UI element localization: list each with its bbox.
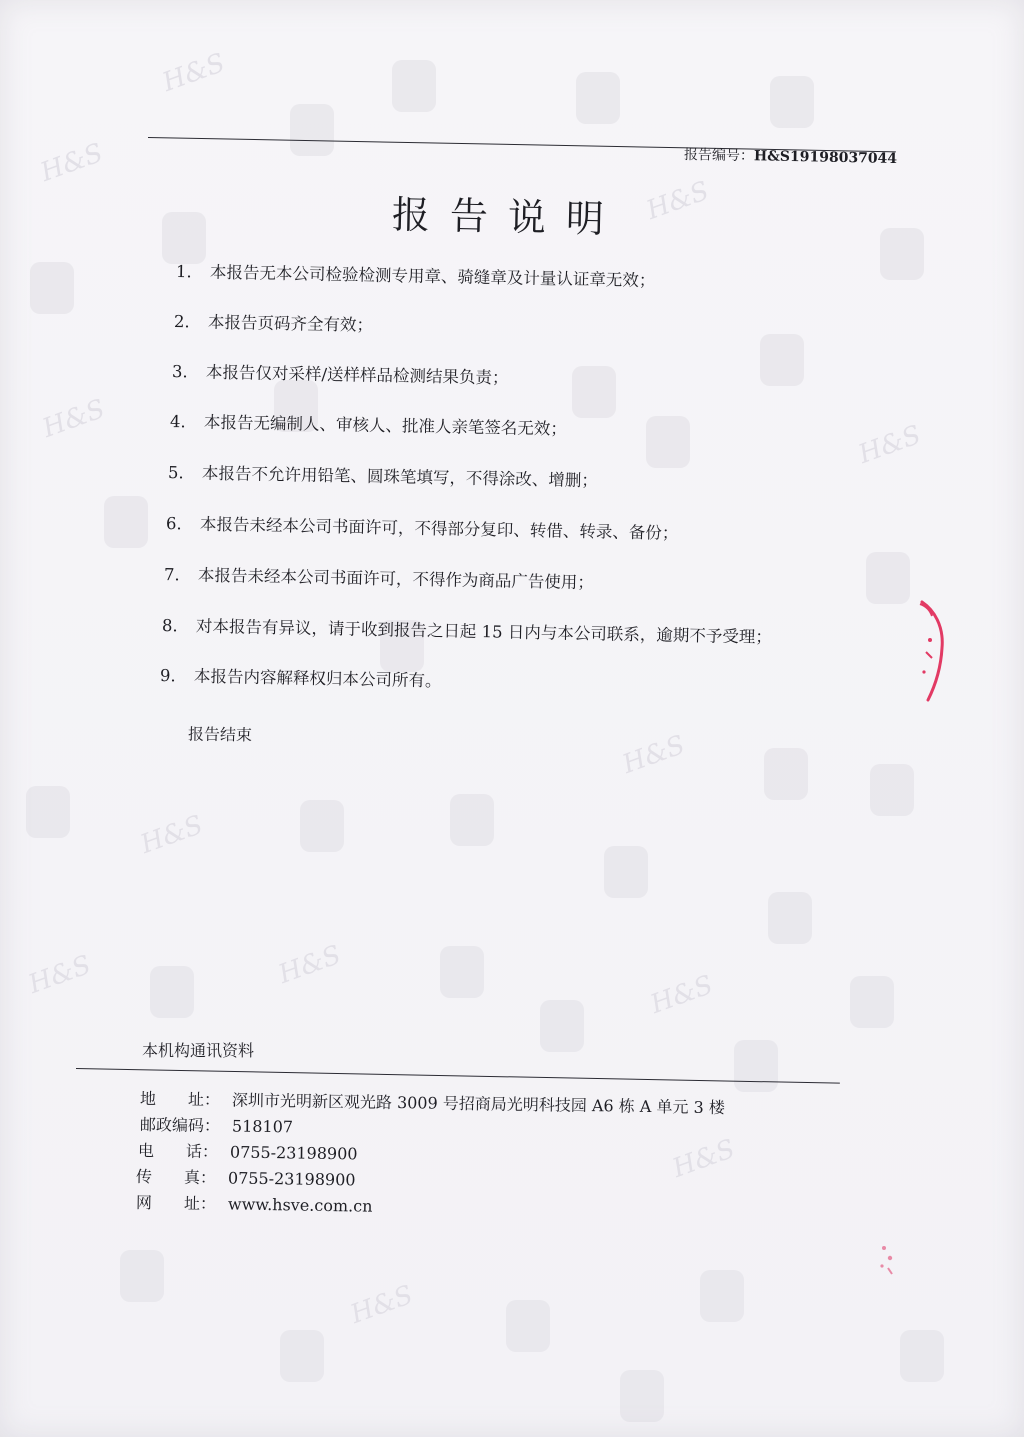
list-item-number: 8. [161, 616, 178, 636]
watermark-logo: H&S [24, 950, 95, 1000]
contact-label: 地 址： [139, 1089, 221, 1110]
list-item [176, 258, 656, 291]
watermark-logo: H&S [646, 970, 717, 1020]
contact-label: 传 真： [135, 1167, 217, 1188]
list-item-number: 2. [173, 312, 190, 332]
watermark-logo: H&S [642, 176, 713, 226]
watermark-logo: H&S [38, 394, 109, 444]
watermark-logo: H&S [346, 1280, 417, 1330]
stamp-fragment [872, 1238, 902, 1278]
watermark-logo: H&S [36, 138, 107, 188]
contact-phone-row [138, 1138, 358, 1164]
list-item-number: 9. [159, 666, 176, 686]
contact-value: 0755-23198900 [229, 1142, 358, 1164]
list-item-text: 本报告页码齐全有效； [207, 312, 374, 335]
list-item [172, 358, 509, 388]
watermark-logo: H&S [158, 48, 229, 98]
list-item [174, 308, 373, 336]
list-item-text: 本报告未经本公司书面许可，不得作为商品广告使用； [197, 565, 595, 593]
list-item-text: 本报告未经本公司书面许可，不得部分复印、转借、转录、备份； [199, 514, 679, 543]
contact-postcode-row [140, 1112, 293, 1137]
list-item-text: 本报告内容解释权归本公司所有。 [193, 666, 442, 691]
page-title: 报告说明 [391, 192, 625, 242]
report-number-label: 报告编号： [683, 146, 755, 165]
list-item [170, 408, 567, 440]
list-item-text: 本报告仅对采样/送样样品检测结果负责； [205, 362, 509, 388]
list-item-text: 本报告无本公司检验检测专用章、骑缝章及计量认证章无效； [209, 262, 656, 291]
list-item-number: 3. [171, 362, 188, 382]
watermark-logo: H&S [618, 730, 689, 780]
list-item [164, 561, 594, 593]
list-item-text: 本报告无编制人、审核人、批准人亲笔签名无效； [203, 412, 568, 439]
list-item [168, 459, 598, 491]
list-item-number: 7. [163, 565, 180, 585]
contact-heading: 本机构通讯资料 [142, 1041, 255, 1060]
contact-label: 网 址： [135, 1193, 217, 1214]
list-item [162, 612, 772, 648]
list-item [160, 662, 442, 691]
contact-label: 电 话： [137, 1141, 219, 1162]
contact-label: 邮政编码： [139, 1115, 221, 1136]
list-item-text: 对本报告有异议，请于收到报告之日起 15 日内与本公司联系，逾期不予受理； [195, 616, 773, 647]
contact-value: 0755-23198900 [227, 1168, 356, 1190]
contact-value: 518107 [231, 1116, 294, 1137]
contact-value: 深圳市光明新区观光路 3009 号招商局光明科技园 A6 栋 A 单元 3 楼 [231, 1090, 725, 1118]
list-item [166, 510, 679, 544]
contact-value: www.hsve.com.cn [227, 1194, 373, 1216]
list-item-number: 4. [169, 412, 186, 432]
contact-website-row [136, 1190, 373, 1217]
contact-fax-row [136, 1164, 356, 1190]
watermark-logo: H&S [668, 1134, 739, 1184]
watermark-logo: H&S [274, 940, 345, 990]
list-item-number: 1. [175, 262, 192, 282]
list-item-number: 5. [167, 463, 184, 483]
list-item-text: 本报告不允许用铅笔、圆珠笔填写，不得涂改、增删； [201, 463, 599, 491]
seam-stamp-fragment [916, 596, 950, 706]
report-end-text: 报告结束 [187, 724, 253, 745]
list-item-number: 6. [165, 514, 182, 534]
watermark-logo: H&S [854, 420, 925, 470]
watermark-logo: H&S [136, 810, 207, 860]
report-number-value: H&S19198037044 [753, 148, 898, 168]
